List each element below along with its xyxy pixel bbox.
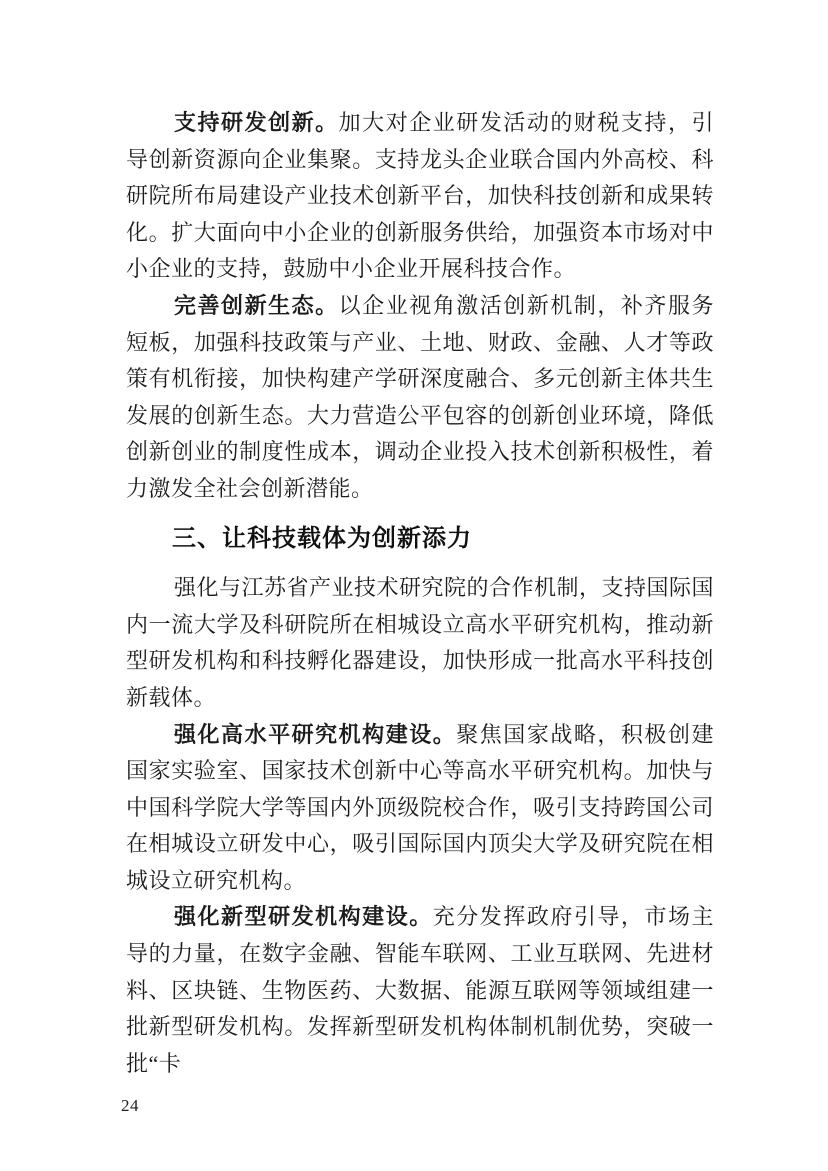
paragraph-text: 以企业视角激活创新机制，补齐服务短板，加强科技政策与产业、土地、财政、金融、人才等政策有机衔接，加快构建产学研深度融合、多元创新主体共生发展的创新生态。大力营造公平包容的创新创业环境，降低创新创业的制度性成本，调动企业投入技术创新积极性，着力激发全社会创新潜能。 bbox=[126, 292, 714, 501]
page-number: 24 bbox=[121, 1096, 139, 1115]
paragraph-lead: 完善创新生态。 bbox=[174, 292, 339, 318]
section-heading: 三、让科技载体为创新添力 bbox=[172, 524, 472, 552]
paragraph-high-level-research-institutions bbox=[126, 717, 714, 900]
paragraph-text: 充分发挥政府引导，市场主导的力量，在数字金融、智能车联网、工业互联网、先进材料、区块链、生物医药、大数据、能源互联网等领域组建一批新型研发机构。发挥新型研发机构体制机制优势，突破一批“卡 bbox=[126, 904, 714, 1076]
paragraph-improve-innovation-ecology bbox=[126, 288, 714, 508]
page-content bbox=[126, 105, 714, 1082]
paragraph-text: 加大对企业研发活动的财税支持，引导创新资源向企业集聚。支持龙头企业联合国内外高校、科研院所布局建设产业技术创新平台，加快科技创新和成果转化。扩大面向中小企业的创新服务供给，加强资本市场对中小企业的支持，鼓励中小企业开展科技合作。 bbox=[126, 110, 714, 282]
paragraph-lead: 强化高水平研究机构建设。 bbox=[174, 721, 457, 747]
paragraph-support-rd-innovation bbox=[126, 105, 714, 288]
paragraph-new-rd-institutions bbox=[126, 899, 714, 1082]
paragraph-text: 聚焦国家战略，积极创建国家实验室、国家技术创新中心等高水平研究机构。加快与中国科学院大学等国内外顶级院校合作，吸引支持跨国公司在相城设立研发中心，吸引国际国内顶尖大学及研究院在相城设立研究机构。 bbox=[126, 721, 714, 893]
paragraph-lead: 支持研发创新。 bbox=[174, 110, 339, 135]
paragraph-lead: 强化新型研发机构建设。 bbox=[174, 904, 433, 930]
paragraph-cooperation-mechanism bbox=[126, 570, 714, 716]
paragraph-text: 强化与江苏省产业技术研究院的合作机制，支持国际国内一流大学及科研院所在相城设立高水平研究机构，推动新型研发机构和科技孵化器建设，加快形成一批高水平科技创新载体。 bbox=[126, 575, 715, 710]
